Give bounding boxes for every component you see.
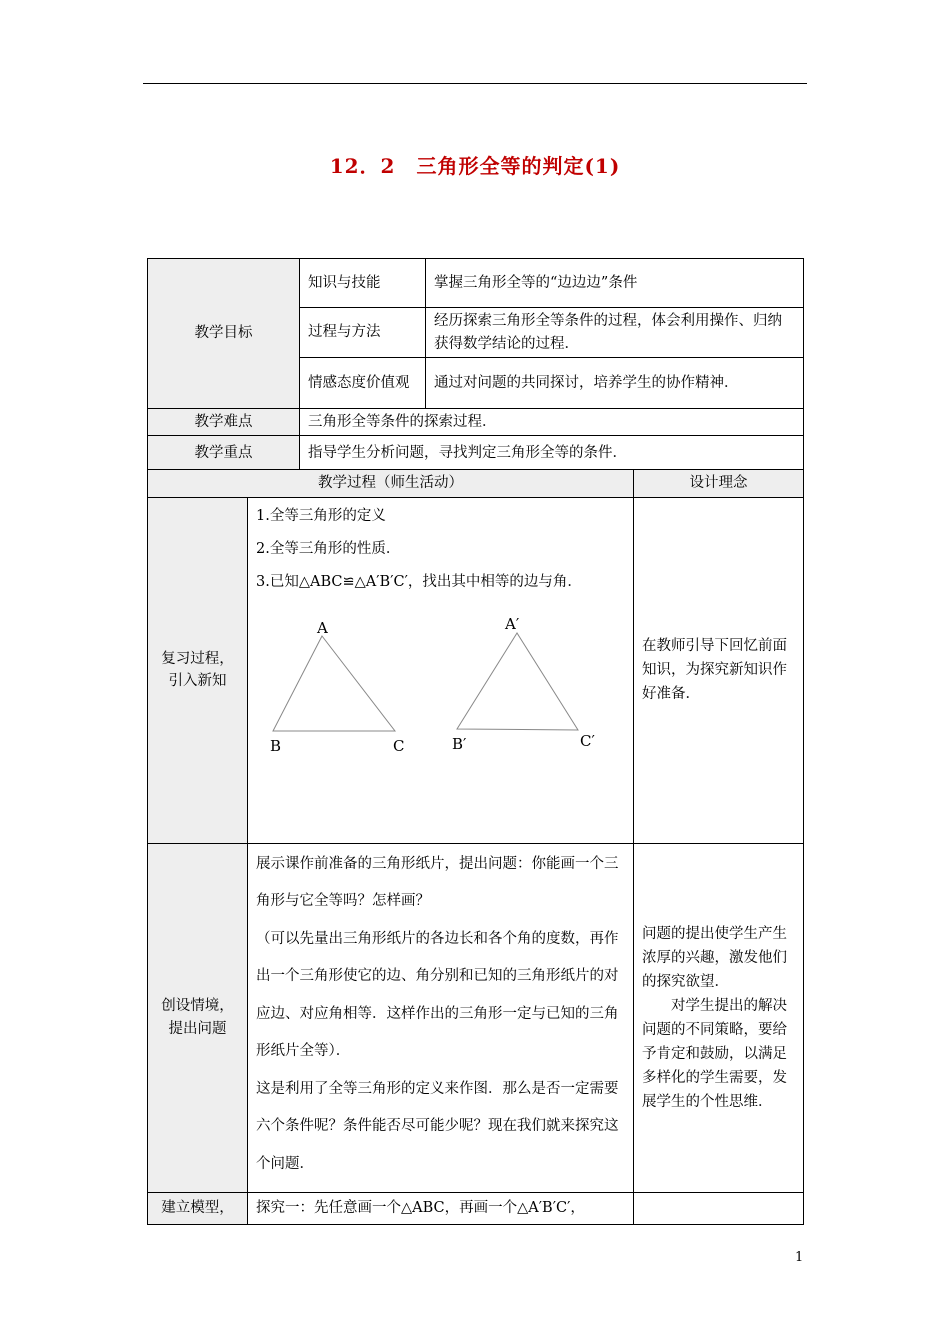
goal-category: 情感态度价值观 xyxy=(300,358,426,409)
scenario-paragraph: 这是利用了全等三角形的定义来作图．那么是否一定需要六个条件呢？条件能否尽可能少呢？现在我们就来探究这个问题． xyxy=(256,1080,619,1172)
vertex-label-a-prime: A′ xyxy=(505,614,520,633)
goals-label: 教学目标 xyxy=(148,259,300,409)
scenario-row xyxy=(148,843,804,1192)
review-item: 1.全等三角形的定义 xyxy=(256,507,386,524)
keypoint-label: 教学重点 xyxy=(148,436,300,470)
scenario-paragraph: 展示课作前准备的三角形纸片，提出问题：你能画一个三角形与它全等吗？怎样画？ xyxy=(256,855,619,910)
model-label: 建立模型， xyxy=(148,1192,248,1224)
goal-content: 掌握三角形全等的“边边边”条件 xyxy=(426,259,804,308)
model-content: 探究一：先任意画一个△ABC，再画一个△A′B′C′， xyxy=(248,1192,634,1224)
difficulty-row xyxy=(148,409,804,436)
keypoint-content: 指导学生分析问题，寻找判定三角形全等的条件． xyxy=(300,436,804,470)
scenario-label: 创设情境，提出问题 xyxy=(148,843,248,1192)
review-row xyxy=(148,497,804,843)
review-design-text: 在教师引导下回忆前面知识，为探究新知识作好准备． xyxy=(642,638,787,703)
page-number: 1 xyxy=(795,1250,804,1265)
goal-category: 过程与方法 xyxy=(300,308,426,358)
scenario-design-text: 对学生提出的解决问题的不同策略，要给予肯定和鼓励，以满足多样化的学生需要，发展学生的个性思维． xyxy=(642,997,787,1110)
model-row xyxy=(148,1192,804,1224)
triangle-abc xyxy=(273,636,395,731)
review-design xyxy=(634,497,804,843)
review-content xyxy=(248,497,634,843)
goal-content: 经历探索三角形全等条件的过程，体会利用操作、归纳获得数学结论的过程． xyxy=(426,308,804,358)
vertex-label-c: C xyxy=(393,736,405,755)
scenario-design xyxy=(634,843,804,1192)
process-header-left: 教学过程（师生活动） xyxy=(148,470,634,497)
page-title: 12．2 三角形全等的判定(1) xyxy=(329,154,621,178)
keypoint-row xyxy=(148,436,804,470)
vertex-label-b: B xyxy=(270,736,282,755)
triangle-abc-prime xyxy=(457,633,578,730)
model-design xyxy=(634,1192,804,1224)
review-item: 3.已知△ABC≌△A′B′C′，找出其中相等的边与角． xyxy=(256,573,582,590)
goal-category: 知识与技能 xyxy=(300,259,426,308)
process-header-right: 设计理念 xyxy=(634,470,804,497)
vertex-label-c-prime: C′ xyxy=(580,731,595,750)
goal-content: 通过对问题的共同探讨，培养学生的协作精神． xyxy=(426,358,804,409)
vertex-label-b-prime: B′ xyxy=(452,734,467,753)
scenario-design-text: 问题的提出使学生产生浓厚的兴趣，激发他们的探究欲望． xyxy=(642,925,787,990)
header-rule xyxy=(143,83,807,84)
review-label: 复习过程，引入新知 xyxy=(148,497,248,843)
triangles-svg xyxy=(256,599,626,804)
triangle-figures xyxy=(256,599,625,804)
vertex-label-a: A xyxy=(317,618,328,637)
scenario-content xyxy=(248,843,634,1192)
process-header-row xyxy=(148,470,804,497)
scenario-paragraph: （可以先量出三角形纸片的各边长和各个角的度数，再作出一个三角形使它的边、角分别和已知的三角形纸片的对应边、对应角相等．这样作出的三角形一定与已知的三角形纸片全等）． xyxy=(256,930,619,1060)
difficulty-label: 教学难点 xyxy=(148,409,300,436)
lesson-plan-table xyxy=(147,258,804,1225)
difficulty-content: 三角形全等条件的探索过程． xyxy=(300,409,804,436)
review-item: 2.全等三角形的性质． xyxy=(256,540,401,557)
goal-row-knowledge xyxy=(148,259,804,308)
